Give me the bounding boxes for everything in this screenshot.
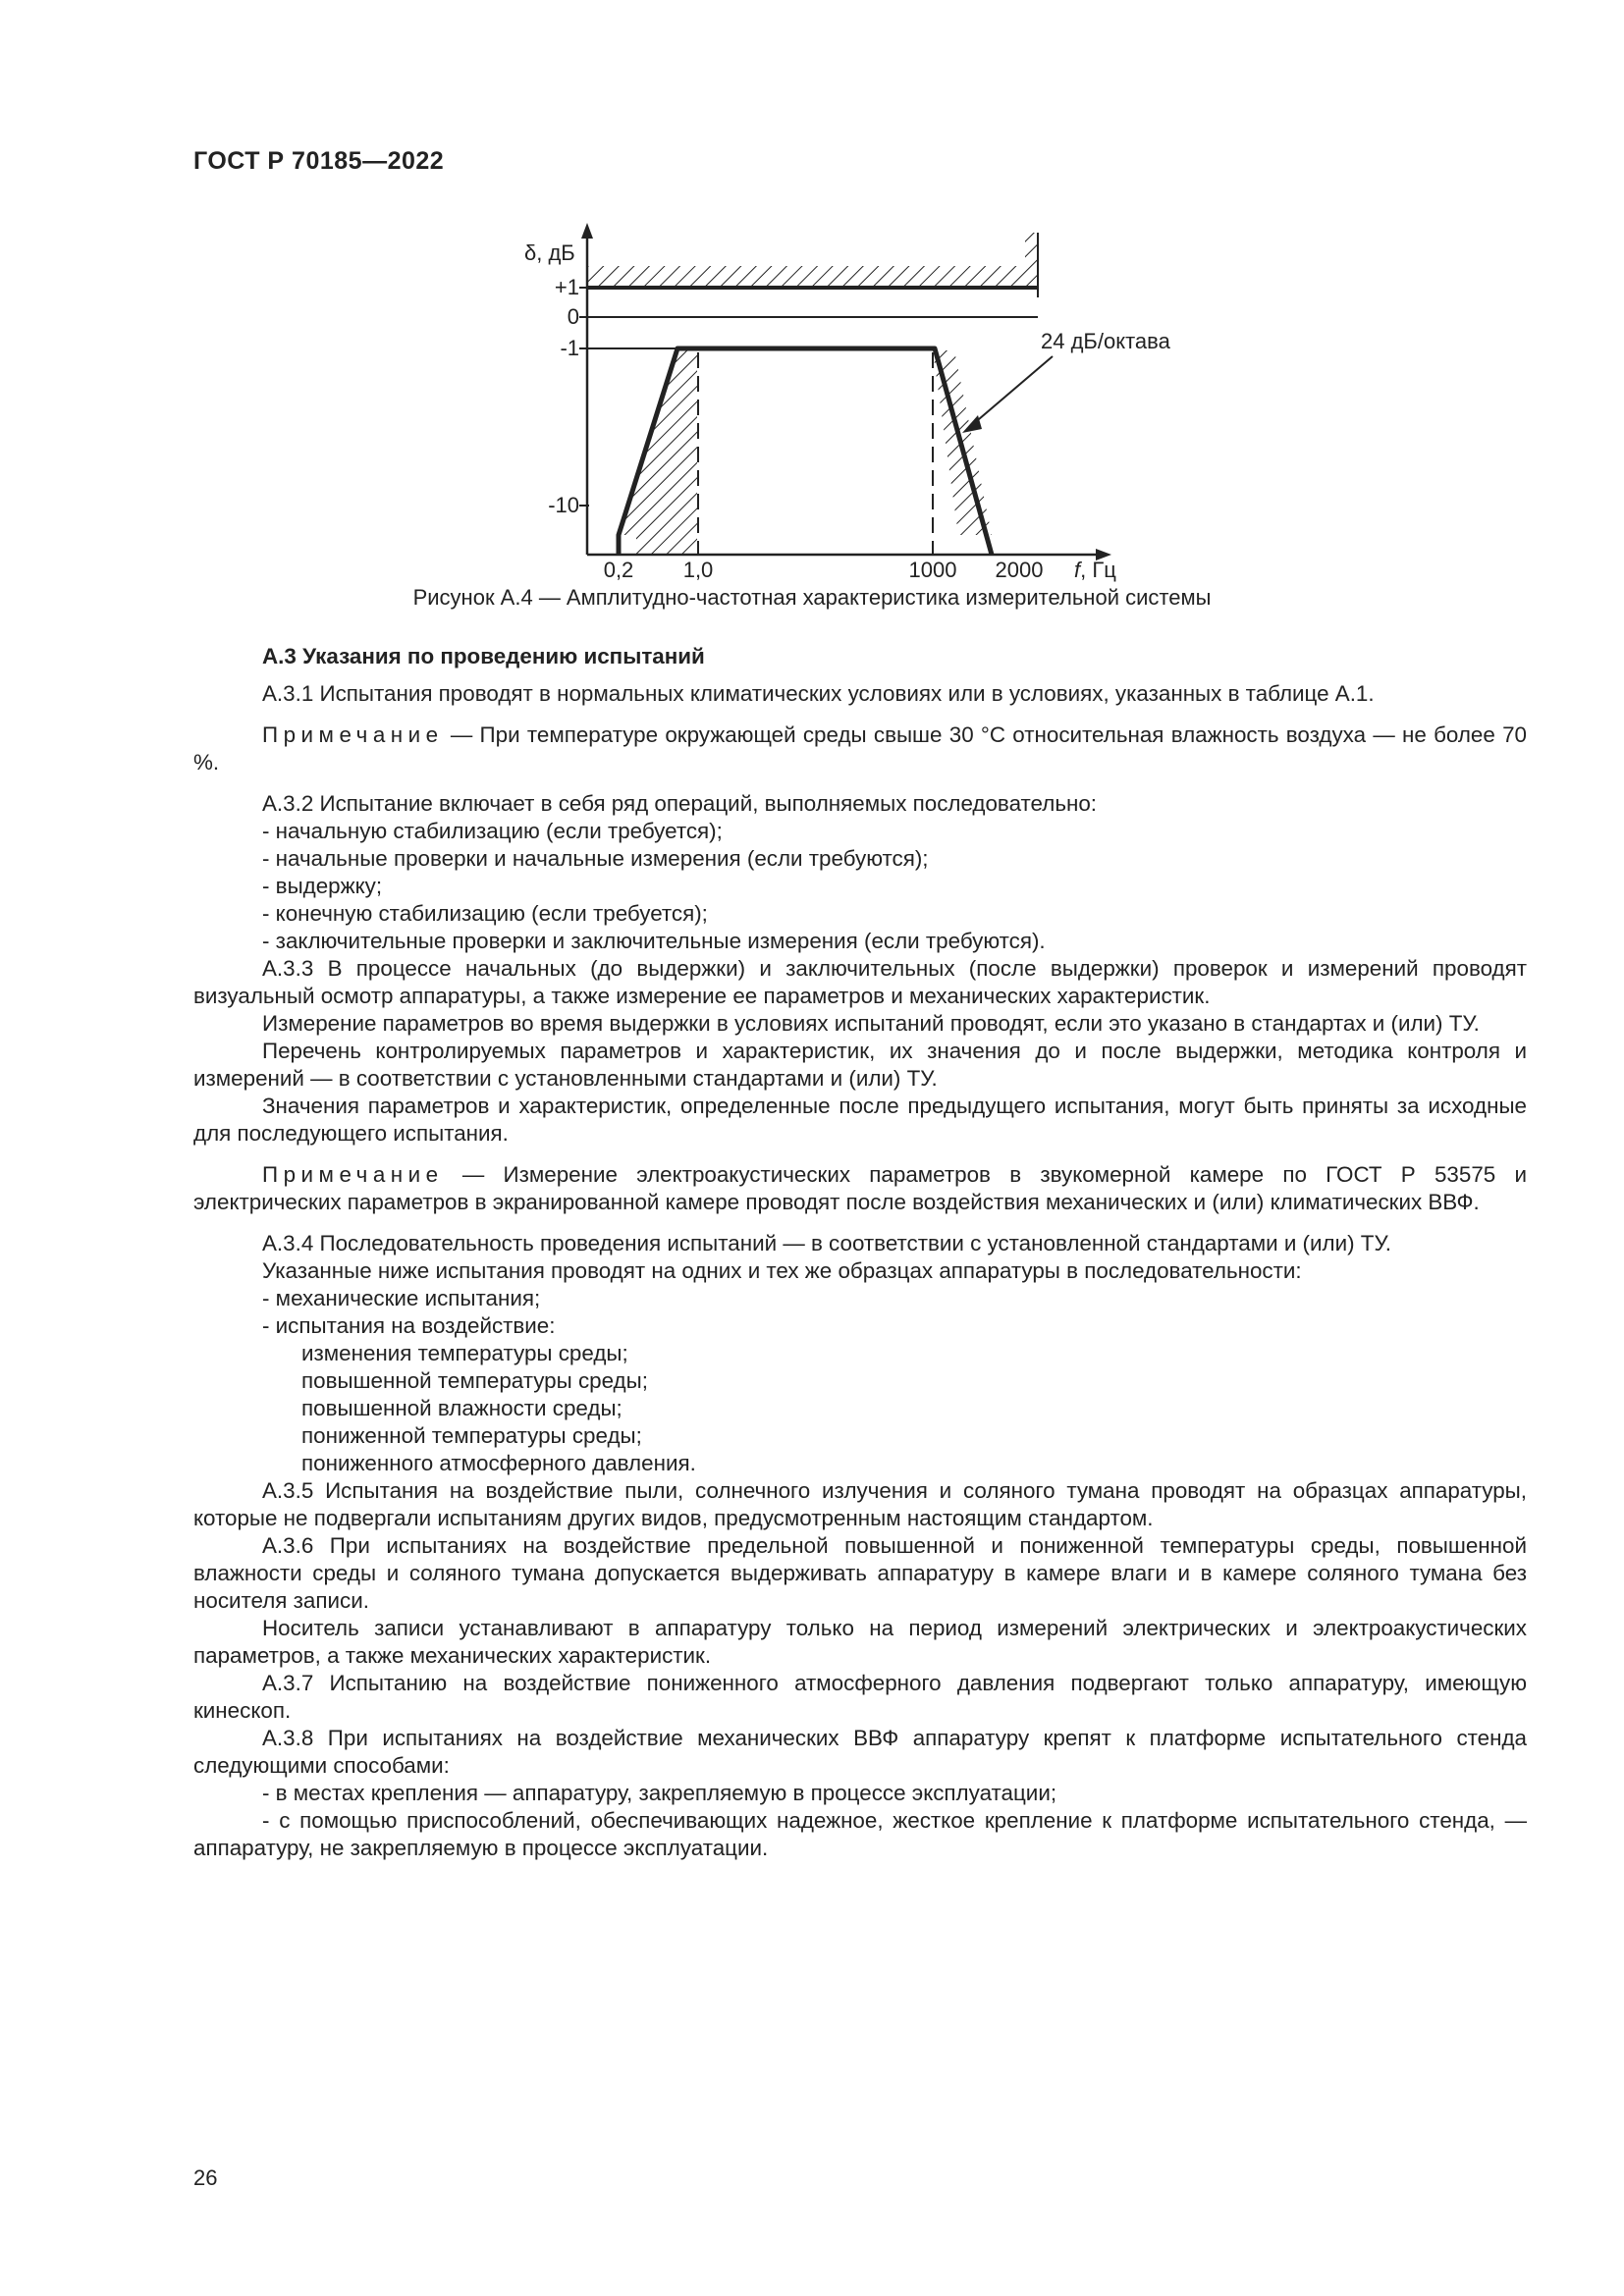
list-item: - с помощью приспособлений, обеспечивающих надежное, жесткое крепление к платформе испытательного стенда, — аппаратуру, не закрепляемую в процессе эксплуатации. [193, 1808, 1527, 1860]
y-tick-group [548, 275, 579, 517]
list-item: - механические испытания; [262, 1286, 541, 1310]
paragraph: А.3.3 В процессе начальных (до выдержки) и заключительных (после выдержки) проверок и измерений проводят визуальный осмотр аппаратуры, а также измерение ее параметров и механических характеристик. [193, 956, 1527, 1008]
note-label: Примечание [262, 722, 444, 747]
right-edge-hatch [1025, 233, 1039, 266]
list-item: - конечную стабилизацию (если требуется); [262, 901, 708, 926]
paragraph: А.3.2 Испытание включает в себя ряд операций, выполняемых последовательно: [262, 791, 1098, 816]
y-tick-label: -10 [548, 493, 579, 517]
upper-limit-hatch [587, 266, 1039, 288]
annotation-leader [972, 356, 1053, 425]
paragraph: Указанные ниже испытания проводят на одних и тех же образцах аппаратуры в последовательности: [262, 1258, 1302, 1283]
x-tick-label: 2000 [995, 558, 1044, 582]
x-axis-label: f, Гц [1074, 558, 1116, 582]
paragraph: А.3.6 При испытаниях на воздействие предельной повышенной и пониженной температуры среды, повышенной влажности среды и соляного тумана допускается выдерживать аппаратуру в камере влаги и в камере соляного тумана без носителя записи. [193, 1533, 1527, 1613]
note-label: Примечание [262, 1162, 444, 1187]
document-body [193, 643, 1527, 1862]
paragraph: А.3.8 При испытаниях на воздействие механических ВВФ аппаратуру крепят к платформе испытательного стенда следующими способами: [193, 1726, 1527, 1778]
list-item: пониженного атмосферного давления. [301, 1451, 696, 1475]
x-tick-label: 1000 [908, 558, 957, 582]
paragraph: А.3.7 Испытанию на воздействие пониженного атмосферного давления подвергают только аппаратуру, имеющую кинескоп. [193, 1671, 1527, 1723]
paragraph: А.3.5 Испытания на воздействие пыли, солнечного излучения и соляного тумана проводят на образцах аппаратуры, которые не подвергали испытаниям других видов, предусмотренным настоящим стандартом. [193, 1478, 1527, 1530]
y-axis-arrow [581, 223, 593, 239]
note-text: — Измерение электроакустических параметров в звукомерной камере по ГОСТ Р 53575 и электрических параметров в экранированной камере проводят после воздействия механических и (или) климатических ВВФ. [193, 1162, 1527, 1214]
frequency-response-figure [511, 221, 1170, 582]
list-item: повышенной температуры среды; [301, 1368, 648, 1393]
y-tick-label: 0 [567, 304, 579, 329]
slope-annotation: 24 дБ/октава [1041, 329, 1170, 353]
list-item: - начальную стабилизацию (если требуется); [262, 819, 723, 843]
list-item: изменения температуры среды; [301, 1341, 628, 1365]
x-tick-label: 1,0 [682, 558, 714, 582]
figure-caption: Рисунок А.4 — Амплитудно-частотная характеристика измерительной системы [412, 585, 1212, 610]
y-tick-label: +1 [554, 275, 579, 299]
y-tick-label: -1 [560, 336, 579, 360]
y-axis-label: δ, дБ [524, 240, 575, 265]
list-item: - в местах крепления — аппаратуру, закрепляемую в процессе эксплуатации; [262, 1781, 1057, 1805]
paragraph: Перечень контролируемых параметров и характеристик, их значения до и после выдержки, методика контроля и измерений — в соответствии с установленными стандартами и (или) ТУ. [193, 1039, 1527, 1091]
note-text: — При температуре окружающей среды свыше 30 °С относительная влажность воздуха — не более 70 %. [193, 722, 1527, 774]
list-item: пониженной температуры среды; [301, 1423, 642, 1448]
paragraph: Носитель записи устанавливают в аппаратуру только на период измерений электрических и электроакустических параметров, а также механических характеристик. [193, 1616, 1527, 1668]
list-item: - начальные проверки и начальные измерения (если требуются); [262, 846, 929, 871]
page-number: 26 [193, 2165, 218, 2190]
note [193, 1161, 1527, 1216]
note [193, 721, 1527, 776]
x-tick-label: 0,2 [603, 558, 634, 582]
paragraph: А.3.1 Испытания проводят в нормальных климатических условиях или в условиях, указанных в таблице А.1. [262, 681, 1375, 706]
list-item: - испытания на воздействие: [262, 1313, 556, 1338]
list-item: - заключительные проверки и заключительные измерения (если требуются). [262, 929, 1046, 953]
paragraph: Значения параметров и характеристик, определенные после предыдущего испытания, могут быть приняты за исходные для последующего испытания. [193, 1094, 1527, 1146]
paragraph: Измерение параметров во время выдержки в условиях испытаний проводят, если это указано в стандартах и (или) ТУ. [262, 1011, 1480, 1036]
lower-limit-hatch [619, 350, 697, 555]
list-item: повышенной влажности среды; [301, 1396, 623, 1420]
section-heading: А.3 Указания по проведению испытаний [262, 644, 705, 668]
paragraph: А.3.4 Последовательность проведения испытаний — в соответствии с установленной стандартами и (или) ТУ. [262, 1231, 1391, 1255]
list-item: - выдержку; [262, 874, 383, 898]
doc-header: ГОСТ Р 70185—2022 [193, 147, 445, 175]
